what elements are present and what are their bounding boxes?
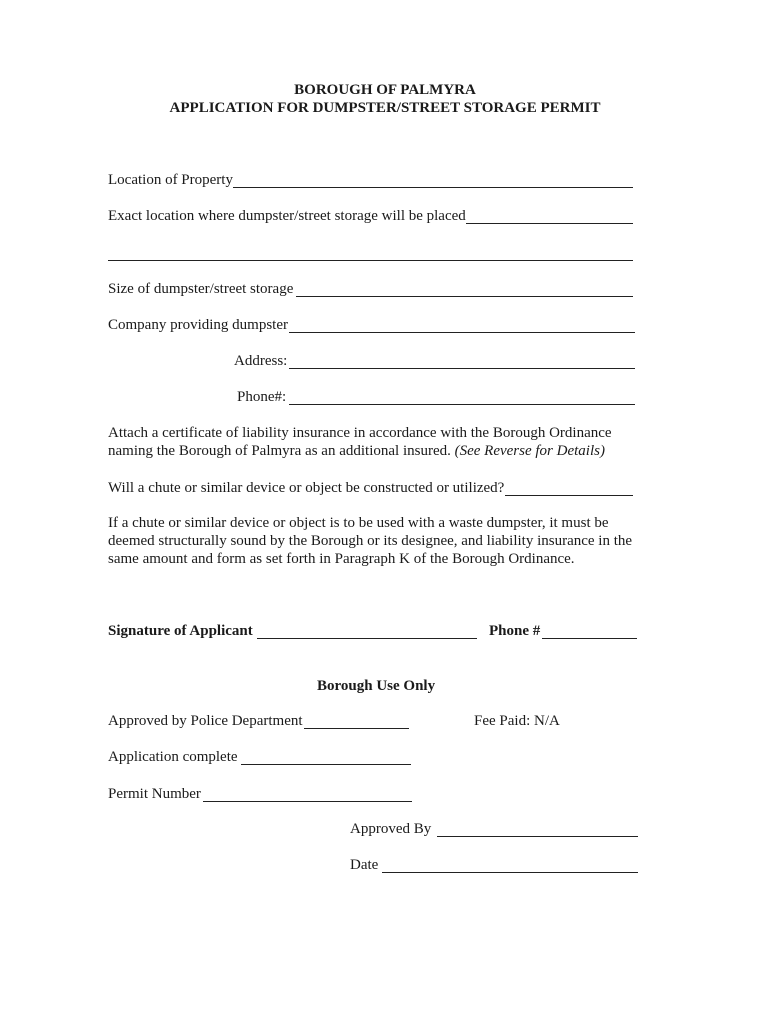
borough-heading: BOROUGH OF PALMYRA bbox=[294, 82, 476, 98]
approved-police-label: Approved by Police Department bbox=[108, 713, 303, 729]
company-label: Company providing dumpster bbox=[108, 317, 288, 333]
signature-phone-field[interactable] bbox=[542, 638, 637, 639]
application-complete-field[interactable] bbox=[241, 764, 411, 765]
application-complete-label: Application complete bbox=[108, 749, 238, 765]
exact-location-label: Exact location where dumpster/street storage will be placed bbox=[108, 208, 466, 224]
approved-by-field[interactable] bbox=[437, 836, 638, 837]
exact-location-field-line-2[interactable] bbox=[108, 260, 633, 261]
date-label: Date bbox=[350, 857, 379, 873]
size-label: Size of dumpster/street storage bbox=[108, 281, 294, 297]
form-title: APPLICATION FOR DUMPSTER/STREET STORAGE PERMIT bbox=[169, 100, 601, 116]
fee-paid: Fee Paid: N/A bbox=[474, 713, 560, 729]
location-of-property-label: Location of Property bbox=[108, 172, 233, 188]
approved-by-label: Approved By bbox=[350, 821, 432, 837]
chute-answer-field[interactable] bbox=[505, 495, 633, 496]
borough-use-heading: Borough Use Only bbox=[317, 678, 436, 694]
insurance-text: Attach a certificate of liability insurance in accordance with the Borough Ordinance naming the Borough of Palmyra as an additional insured. bbox=[108, 425, 612, 459]
exact-location-field[interactable] bbox=[466, 223, 633, 224]
size-field[interactable] bbox=[296, 296, 633, 297]
insurance-note: (See Reverse for Details) bbox=[454, 443, 605, 459]
company-field[interactable] bbox=[289, 332, 635, 333]
address-field[interactable] bbox=[289, 368, 635, 369]
date-field[interactable] bbox=[382, 872, 638, 873]
chute-paragraph: If a chute or similar device or object is to be used with a waste dumpster, it must be deemed structurally sound by the Borough or its designee, and liability insurance in the same amount and form as set forth in Paragraph K of the Borough Ordinance. bbox=[108, 515, 633, 567]
insurance-paragraph bbox=[108, 424, 633, 460]
location-of-property-field[interactable] bbox=[233, 187, 633, 188]
phone-label: Phone#: bbox=[237, 389, 287, 405]
signature-label: Signature of Applicant bbox=[108, 623, 253, 639]
phone-field[interactable] bbox=[289, 404, 635, 405]
permit-number-field[interactable] bbox=[203, 801, 412, 802]
chute-question: Will a chute or similar device or object be constructed or utilized? bbox=[108, 480, 505, 496]
address-label: Address: bbox=[234, 353, 288, 369]
permit-number-label: Permit Number bbox=[108, 786, 201, 802]
signature-field[interactable] bbox=[257, 638, 477, 639]
signature-phone-label: Phone # bbox=[489, 623, 541, 639]
approved-police-field[interactable] bbox=[304, 728, 409, 729]
